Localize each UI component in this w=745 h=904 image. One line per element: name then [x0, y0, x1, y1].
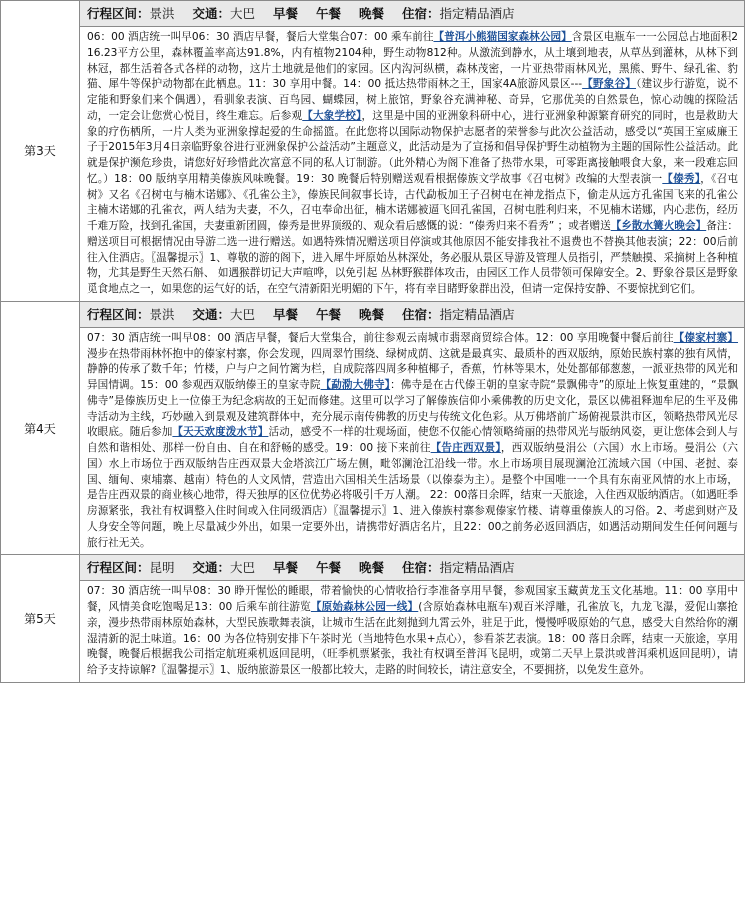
transport-label: 交通： — [192, 6, 231, 21]
description-text: （建议步行游览，说不定能和野象们来个偶遇），看驯象表演、百鸟园、蝴蝶园，树上旅馆，野象谷充满神秘、奇异，它那优美的自然景色，惊心动魄的探险活动，一定会让您赏心悦目，终生难忘。后参观 — [87, 78, 739, 122]
route-value: 景洪 — [149, 6, 175, 21]
transport-value: 大巴 — [230, 560, 256, 576]
route-label: 行程区间： — [87, 306, 150, 322]
day-description — [80, 328, 744, 555]
hotel-label: 住宿： — [402, 6, 440, 21]
day-content — [80, 1, 745, 302]
description-text: 07：30 酒店统一叫早08：30 睁开惺忪的睡眼，带着愉快的心情收拾行李准备享用早餐，参观国家玉藏黄龙玉文化基地。11：00 享用中餐，风情美食吃饱喝足13：00 后乘车前往游览 — [87, 585, 738, 613]
day-header — [80, 555, 744, 581]
route-value: 景洪 — [149, 306, 175, 322]
highlight-attraction: 【原始森林公园一线】 — [310, 601, 419, 613]
description-text: ：佛寺是在古代傣王朝的皇家寺院“景飘佛寺”的原址上恢复重建的，“景飘佛寺”是傣族历史上一位傣王为纪念病故的王妃而修建。这里可以学习了解傣族信仰小乘佛教的历史文化，景区以佛祖释迦牟尼的生平及佛寺活动为主线，巧妙融入到景观及建筑群体中，充分展示南传佛教的历史与传统文化色彩。从万佛塔前广场俯视景洪市区，领略热带风光尽收眼底。随后参加 — [87, 379, 739, 439]
route-value: 昆明 — [149, 560, 175, 576]
description-text: 备注：赠送项目可根据情况由导游二选一进行赠送。如遇特殊情况赠送项目停演或其他原因不能安排我社不退费也不替换其他表演；22：00后前往入住酒店。〖温馨提示〗1、尊敬的游的阁下，进入犀牛坪原始丛林深处，务必服从景区导游及管理人员指引，严禁触摸、采摘树上各种植物，尤其是野生天然石斛、 如遇猴群切记大声喧哗，以免引起 丛林野猴群体攻击，由园区工作人员带领可保障安全。2、野象谷景区是野象觅食地点之一，如果您的运气好的话，在空气清新阳光明媚的下午，将有幸目睹野象群出没，但请一定保持安静、不要惊扰到它们。 — [87, 220, 739, 295]
day-description — [80, 27, 744, 301]
day-label: 第4天 — [1, 301, 80, 555]
day-header — [80, 302, 744, 328]
day-label: 第5天 — [1, 555, 80, 683]
day-row — [1, 301, 745, 555]
description-text: (含原始森林电瓶车)观百米浮雕，孔雀放飞，九龙飞瀑，爱伲山寨抢亲，漫步热带雨林原始森林，大型民族歌舞表演，让城市生活在此刻抛到九霄云外，驻足于此，慢慢呼吸原始的气息，感受大自然给你的潮湿清新的泥土味道。16：00 为各位特别安排下午茶时光（当地特色水果+点心），参看茶艺表演。18：00 落日余晖，结束一天旅途，享用晚餐，晚餐后根据我公司指定航班乘机返回昆明，（旺季机票紧张，我社有权调至普洱飞昆明，或第二天早上景洪或普洱乘机返回昆明），请给予支持谅解?〖温馨提示〗1、版纳旅游景区一般都比较大，走路的时间较长，请注意安全，不要拥挤，以免发生意外。 — [87, 601, 739, 676]
description-text: 活动，感受不一样的壮观场面，使您不仅能心情领略绮丽的热带风光与版纳风姿，更让您体会到人与自然和谐相处、那样一份自由、自在和舒畅的感受。19：00 接下来前往 — [87, 426, 739, 454]
dinner-label: 晚餐 — [359, 306, 385, 322]
highlight-attraction: 【普洱小熊猫国家森林公园】 — [433, 31, 572, 43]
description-text: 06：00 酒店统一叫早06：30 酒店早餐，餐后大堂集合07：00 乘车前往 — [87, 31, 434, 43]
highlight-attraction: 【天天欢度泼水节】 — [172, 426, 269, 439]
hotel-value: 指定精品酒店 — [439, 560, 515, 576]
day-content — [80, 555, 745, 683]
day-content — [80, 301, 745, 555]
dinner-label: 晚餐 — [359, 560, 385, 576]
lunch-label: 午餐 — [316, 6, 342, 21]
day-description — [80, 581, 744, 682]
route-label: 行程区间： — [87, 6, 150, 21]
breakfast-label: 早餐 — [273, 306, 299, 322]
description-paragraph — [87, 331, 738, 552]
transport-value: 大巴 — [230, 6, 256, 21]
lunch-label: 午餐 — [316, 306, 342, 322]
description-text: ，这里是中国的亚洲象科研中心，进行亚洲象种源繁育研究的同时，也是救助大象的疗伤栖所，一片人类为亚洲象撑起爱的生命摇篮。在此您将以国际动物保护志愿者的荣誉参与此次公益活动，感受以“英国王室威廉王子于2015年3月4日亲临野象谷进行亚洲象保护公益活动”主题意义，此活动是为了宣扬和倡导保护野生动植物为主题的国际性公益活动。此就是保护濒危珍贵，请您好好珍惜此次富意不同的私人订制游。（此外精心为阁下准备了热带水果，可零距离接触喂食大象，来一段难忘回忆。）18：00 版纳享用精美傣族风味晚餐。19：30 晚餐后特别赠送观看根据傣族文学故事《召屯树》改编的大型表演一 — [87, 109, 739, 185]
description-text: 07：30 酒店统一叫早08：00 酒店早餐，餐后大堂集合，前往参观云南城市翡翠商贸综合体。12：00 享用晚餐中餐后前往 — [87, 331, 674, 344]
hotel-value: 指定精品酒店 — [439, 6, 515, 21]
dinner-label: 晚餐 — [359, 6, 385, 21]
highlight-attraction: 【乡散水篝火晚会】 — [610, 220, 707, 232]
day-row — [1, 1, 745, 302]
breakfast-label: 早餐 — [273, 6, 299, 21]
breakfast-label: 早餐 — [273, 560, 299, 576]
description-text: ，西双版纳曼涓公（六国）水上市场。曼涓公（六国）水上市场位于西双版纳告庄西双景大金塔滨江广场左侧，毗邻澜沧江沿线一带。水上市场项目展现澜沧江流域六国（中国、老挝、泰国、缅甸、柬埔寨、越南）特色的人文风情，营造出六国相关生活场景（以傣泰为主）。是整个中国唯一一个具有东南亚风情的水上市场，是告庄西双景的商业核心地带，得天独厚的区位优势必将吸引千万人潮。 22：00落日余晖，结束一天旅途，入住西双版纳酒店。（如遇旺季房源紧张，我社有权调整入住时间或入住同级酒店）〖温馨提示〗1、进入傣族村寨参观傣家竹楼、请尊重傣族人的习俗。2、考虑到财产及人身安全等问题，晚上尽量减少外出，如果一定要外出，请携带好酒店名片，且22：00之前务必返回酒店，如遇活动期间发生任何问题与旅行社无关。 — [87, 442, 739, 549]
description-text: 含景区电瓶车一一公园总占地面积216.23平方公里，森林覆盖率高达91.8%，内有植物2104种，野生动物812种。从激流到静水，从土壤到地表，从草丛到灌林，从林下到林冠，都生活着各式各样的动物，这片土地就是他们的家园。区内沟河纵横，森林茂密，一片亚热带雨林风光，黑熊、野牛、绿孔雀、豹猫、犀牛等保护动物都在此栖息。11：30 享用中餐。14：00 抵达热带雨林之王，国家4A旅游风景区--- — [87, 31, 738, 91]
highlight-attraction: 【傣秀】 — [662, 172, 701, 185]
description-paragraph — [87, 584, 738, 679]
day-header — [80, 1, 744, 27]
transport-value: 大巴 — [230, 306, 256, 322]
hotel-value: 指定精品酒店 — [439, 306, 515, 322]
description-text: 漫步在热带雨林怀抱中的傣家村寨，你会发现，四周翠竹围绕、绿树成荫、这就是最真实、最质朴的西双版纳，原始民族村寨的独有风情，静静的传承了数千年；竹楼，户与户之间竹篱为栏，自成院落四周多种植椰子，香蕉，竹林等果木，处处都郁郁葱葱，一派亚热带的风光和异国情调。15：00 参观西双版纳傣王的皇家寺院 — [87, 347, 738, 391]
highlight-attraction: 【野象谷】 — [582, 78, 637, 91]
highlight-attraction: 【告庄西双景】 — [430, 442, 501, 454]
day-row — [1, 555, 745, 683]
route-label: 行程区间： — [87, 560, 150, 576]
lunch-label: 午餐 — [316, 560, 342, 576]
transport-label: 交通： — [192, 306, 231, 322]
day-label: 第3天 — [1, 1, 80, 302]
highlight-attraction: 【勐泐大佛寺】 — [320, 379, 391, 391]
description-text: ，《召屯树》又名《召树屯与楠木诺娜》、《孔雀公主》，傣族民间叙事长诗，古代勐板加王子召树屯在神龙指点下，偷走从远方孔雀国飞来的孔雀公主楠木诺娜的孔雀衣，两人结为夫妻，不久，召屯奉命出征，楠木诺娜被逼飞回孔雀国，召树屯胜利归来，不见楠木诺娜，内心悲伤，经历千难万险，找到孔雀国，夫妻重新团圆，傣秀是世界顶级的、观众看后感慨的说：“傣秀归来不看秀” ；或者赠送 — [87, 172, 739, 232]
hotel-label: 住宿： — [402, 560, 440, 576]
hotel-label: 住宿： — [402, 306, 440, 322]
highlight-attraction: 【大象学校】 — [302, 109, 362, 122]
description-paragraph — [87, 30, 738, 298]
transport-label: 交通： — [192, 560, 231, 576]
highlight-attraction: 【傣家村寨】 — [673, 331, 739, 344]
